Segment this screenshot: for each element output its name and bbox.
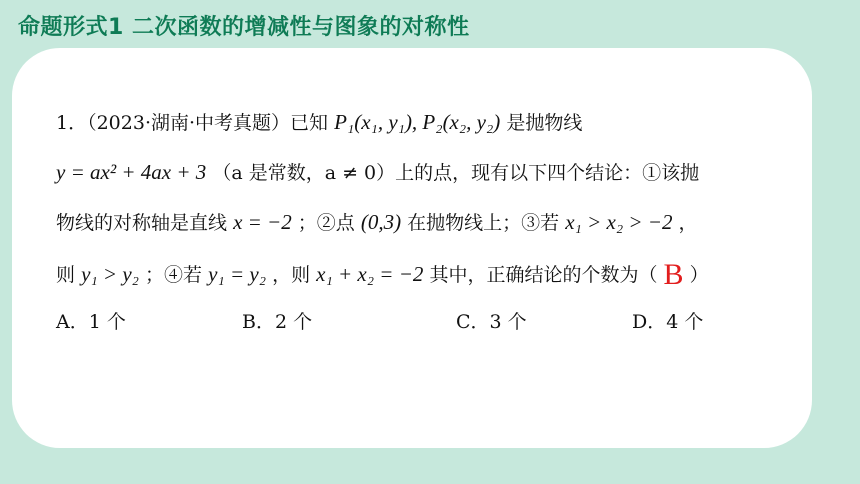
answer-mark: B <box>663 258 684 291</box>
parabola-equation: y = ax² + 4ax + 3 <box>56 160 207 184</box>
question-line-3 <box>56 202 796 252</box>
question-text: 则 <box>56 264 76 286</box>
question-text: ） <box>689 264 709 286</box>
sum-equation: x₁ + x₂ = −2 <box>316 262 424 286</box>
question-text: ， <box>678 212 698 234</box>
question-number-source: 1．（2023·湖南·中考真题）已知 <box>56 112 329 134</box>
option-c: C．3 个 <box>456 311 527 333</box>
question-text: 在抛物线上；③若 <box>407 212 560 234</box>
answer-options <box>56 302 796 342</box>
axis-equation: x = −2 <box>233 210 292 234</box>
point-coordinates: (0,3) <box>360 210 402 234</box>
points-expression: P₁(x₁, y₁), P₂(x₂, y₂) <box>334 110 501 134</box>
question-text: 是抛物线 <box>506 112 583 134</box>
question-text: 其中，正确结论的个数为（ <box>429 264 658 286</box>
inequality-x: x₁ > x₂ > −2 <box>565 210 673 234</box>
question-text: ；④若 <box>145 264 203 286</box>
question-text: ；②点 <box>297 212 355 234</box>
inequality-y: y₁ > y₂ <box>81 262 139 286</box>
page-title: 命题形式1 二次函数的增减性与图象的对称性 <box>18 15 470 40</box>
option-a: A．1 个 <box>56 311 126 333</box>
equality-y: y₁ = y₂ <box>208 262 267 286</box>
option-b: B．2 个 <box>242 311 313 333</box>
question-text: ，则 <box>272 264 311 286</box>
question-line-4 <box>56 252 796 302</box>
question-text: 物线的对称轴是直线 <box>56 212 228 234</box>
question-block <box>56 102 796 342</box>
question-line-2 <box>56 152 796 202</box>
question-line-1 <box>56 102 796 152</box>
question-text: （a 是常数，a ≠ 0）上的点，现有以下四个结论：①该抛 <box>212 162 700 184</box>
option-d: D．4 个 <box>632 311 704 333</box>
